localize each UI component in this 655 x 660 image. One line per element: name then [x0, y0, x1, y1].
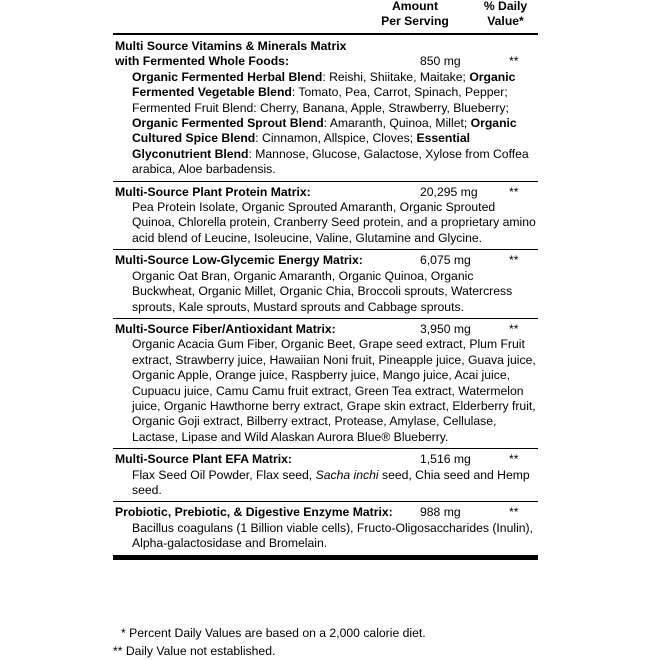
- section-description: Organic Oat Bran, Organic Amaranth, Organic Quinoa, Organic Buckwheat, Organic Millet, Organic Chia, Broccoli sprouts, Watercress sprouts, Kale sprouts, Mustard sprouts and Cabbage sprouts.: [132, 268, 513, 314]
- matrix-section-protein: [113, 182, 538, 250]
- section-description: [132, 468, 538, 499]
- efa-ingredients: Flax Seed Oil Powder, Flax seed,: [132, 467, 316, 482]
- matrix-section-energy: [113, 250, 538, 318]
- section-amount: 20,295 mg: [420, 184, 478, 199]
- section-title: Multi-Source Plant EFA Matrix:: [115, 452, 292, 467]
- efa-ingredients-rest: seed, Chia seed and Hemp seed.: [132, 467, 530, 497]
- section-title: Multi-Source Plant Protein Matrix:: [115, 184, 311, 199]
- section-description: [132, 70, 538, 178]
- section-description: Pea Protein Isolate, Organic Sprouted Amaranth, Organic Sprouted Quinoa, Chlorella protein, Cranberry Seed protein, and a proprietary amino acid blend of Leucine, Isoleucine, Valine, Glutamine and Glycine.: [132, 200, 536, 245]
- matrix-section-efa: [113, 449, 538, 501]
- amount-header-line1: Amount: [391, 0, 439, 13]
- section-dv: **: [509, 54, 519, 68]
- blend-ingredients: : Amaranth, Quinoa, Millet;: [323, 116, 471, 131]
- section-title-line2: with Fermented Whole Foods:: [115, 54, 290, 69]
- section-amount: 6,075 mg: [420, 253, 471, 268]
- dv-header-line2: Value*: [487, 14, 524, 28]
- blend-name: Organic Cultured Spice Blend: [132, 116, 517, 146]
- section-title: Multi-Source Low-Glycemic Energy Matrix:: [115, 253, 363, 268]
- section-dv: **: [509, 505, 519, 520]
- blend-ingredients: : Reishi, Shiitake, Maitake;: [322, 69, 470, 84]
- section-title: Probiotic, Prebiotic, & Digestive Enzyme Matrix:: [115, 505, 393, 520]
- daily-value-not-established-note: ** Daily Value not established.: [113, 644, 276, 658]
- supplement-facts-panel: [113, 0, 538, 560]
- amount-header-line2: Per Serving: [381, 14, 449, 28]
- section-title: Multi-Source Fiber/Antioxidant Matrix:: [115, 321, 336, 336]
- section-dv: **: [509, 184, 519, 199]
- blend-name: Organic Fermented Herbal Blend: [132, 69, 323, 84]
- blend-name: Essential Glyconutrient Blend: [132, 131, 470, 161]
- section-title: Multi Source Vitamins & Minerals Matrix: [115, 39, 347, 53]
- section-dv: **: [509, 452, 519, 467]
- matrix-section-fiber: [113, 319, 538, 448]
- daily-value-header: [473, 0, 538, 29]
- blend-ingredients: : Tomato, Pea, Carrot, Spinach, Pepper; Fermented Fruit Blend: Cherry, Banana, Apple, Strawberry, Blueberry;: [132, 85, 509, 115]
- footer-divider: [113, 555, 538, 560]
- blend-name: Organic Fermented Sprout Blend: [132, 116, 324, 131]
- percent-daily-value-note: * Percent Daily Values are based on a 2,000 calorie diet.: [121, 626, 426, 640]
- section-description: Bacillus coagulans (1 Billion viable cells), Fructo-Oligosaccharides (Inulin), Alpha-galactosidase and Bromelain.: [132, 520, 534, 551]
- dv-header-line1: % Daily: [483, 0, 528, 13]
- amount-per-serving-header: [375, 0, 455, 29]
- section-amount: 850 mg: [420, 54, 461, 68]
- matrix-section-vitamins: [113, 35, 538, 181]
- blend-ingredients: : Cinnamon, Allspice, Cloves;: [255, 131, 417, 146]
- section-amount: 3,950 mg: [420, 321, 471, 336]
- column-header: [113, 0, 538, 33]
- section-amount: 1,516 mg: [420, 452, 471, 467]
- blend-name: Organic Fermented Vegetable Blend: [132, 69, 516, 100]
- section-description: Organic Acacia Gum Fiber, Organic Beet, Grape seed extract, Plum Fruit extract, Strawberry juice, Hawaiian Noni fruit, Pineapple juice, Guava juice, Organic Apple, Orange juice, Raspberry juice, Mango juice, Acai juice, Cupuacu juice, Camu Camu fruit extract, Green Tea extract, Watermelon juice, Organic Hawthorne berry extract, Grape skin extract, Elderberry fruit, Organic Goji extract, Bilberry extract, Protease, Amylase, Cellulase, Lactase, Lipase and Wild Alaskan Aurora Blue® Blueberry.: [132, 337, 536, 444]
- section-dv: **: [509, 321, 519, 336]
- blend-ingredients: : Mannose, Glucose, Galactose, Xylose from Coffea arabica, Aloe barbadensis.: [132, 146, 529, 177]
- section-amount: 988 mg: [420, 505, 461, 520]
- matrix-section-probiotic: [113, 502, 538, 554]
- section-dv: **: [509, 253, 519, 268]
- efa-italic-name: Sacha inchi: [315, 467, 379, 482]
